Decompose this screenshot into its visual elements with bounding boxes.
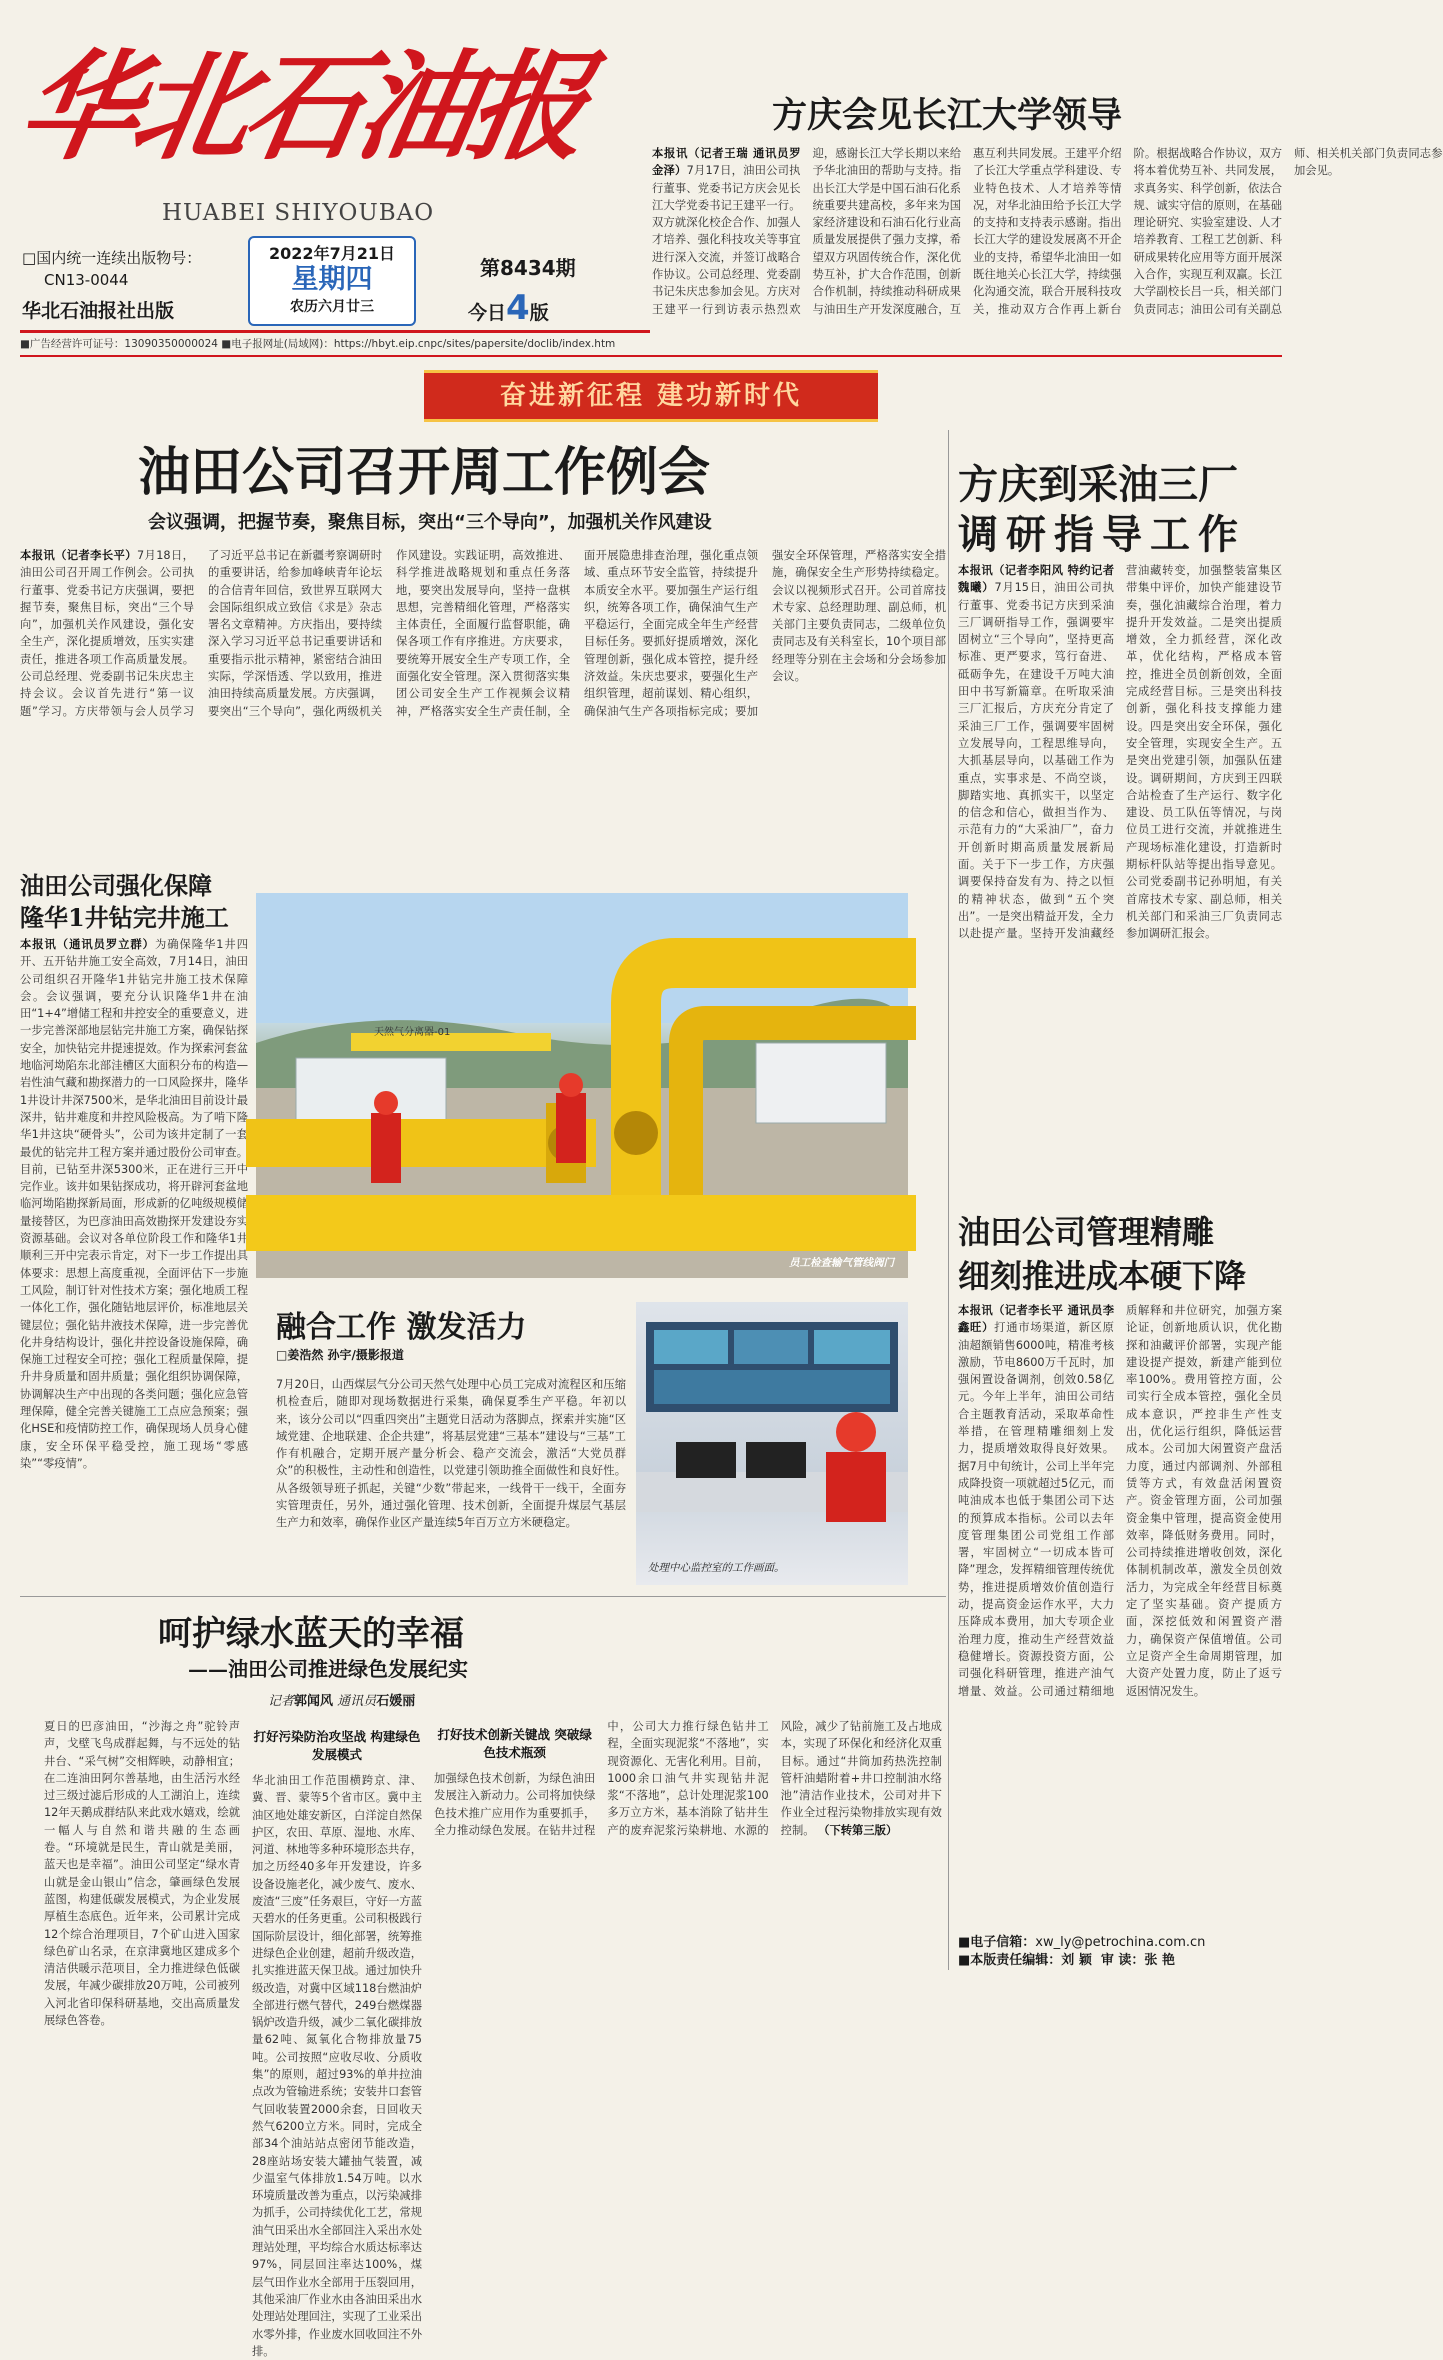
ch3-story-body: [958, 562, 1282, 1202]
green-byline-name2: 石媛丽: [376, 1694, 416, 1709]
issn-box: [22, 247, 247, 291]
column-rule: [948, 430, 949, 1970]
fusion-story-body: 7月20日，山西煤层气分公司天然气处理中心员工完成对流程区和压缩机检查后，随即对现场数据进行采集，确保夏季生产平稳。年初以来，该分公司以“四重四突出”主题党日活动为落脚点，探索并实施“区域党建、企地联建、企企共建”，将基层党建“三基本”建设与“三基”工作有机融合，定期开展产量分析会、稳产交流会，激活“大党员群众”的积极性，主动性和创造性，以党建引领助推全面做性和良好性。从各级领导班子抓起，关键“少数”带起来，一线骨干一线干，全面夯实管理责任，另外，通过强化管理、技术创新，全面提升煤层气基层生产力和效率，确保作业区产量连续5年百万立方米硬稳定。: [276, 1378, 626, 1530]
drill-headline-line2: 隆华1井钻完井施工: [20, 903, 229, 932]
green-body-2: 华北油田工作范围横跨京、津、冀、晋、蒙等5个省市区。冀中主油区地处雄安新区，白洋淀自然保护区，农田、草原、湿地、水库、河道、林地等多种环境形态共存，加之历经40多年开发建设，许多设备设施老化，减少废气、废水、废渣“三废”任务艰巨，守好一方蓝天碧水的任务更重。公司积极践行国际阶层设计，细化部署，统筹推进绿色企业创建，超前升级改造，扎实推进蓝天保卫战。通过加快升级改造，对冀中区域118台燃油炉全部进行燃气替代，249台燃煤器锅炉改造升级，减少二氧化碳排放量62吨、氮氧化合物排放量75吨。公司按照“应收尽收、分质收集”的原则，超过93%的单井拉油点改为管输进系统；安装井口套管气回收装置2000余套，日回收天然气6200立方米。同时，完成全部34个油站站点密闭节能改造，28座站场安装大罐抽气装置，减少温室气体排放1.54万吨。以水环境质量改善为重点，以污染减排为抓手，公司持续优化工艺，常规油气田采出水全部回注入采出水处理站处理，平均综合水质达标率达97%，同层回注率达100%，煤层气田作业水全部用于压裂回用，其他采油厂作业水由各油田采出水处理站处理回注，实现了工业采出水零外排，作业废水回收回注不外排。: [252, 1774, 422, 2358]
main-byline: 本报讯（记者李长平）: [20, 549, 137, 562]
url-bar: ■广告经营许可证号：13090350000024 ■电子报网址(局域网)：https://hbyt.eip.cnpc/sites/papersite/doclib/index.htm: [20, 338, 616, 350]
green-body-1: 夏日的巴彦油田，“沙海之舟”驼铃声声，戈壁飞鸟成群起舞，与不远处的钻井台、“采气树”交相辉映，动静相宜；在二连油田阿尔善基地，由生活污水经过三级过滤后形成的人工湖泊上，连续12年天鹅成群结队来此戏水嬉戏，绘就一幅人与自然和谐共融的生态画卷。“环境就是民生，青山就是美丽，蓝天也是幸福”。油田公司坚定“绿水青山就是金山银山”信念，肇画绿色发展蓝图，构建低碳发展模式，为企业发展厚植生态底色。近年来，公司累计完成12个综合治理项目，7个矿山进入国家绿色矿山名录，在京津冀地区建成多个清洁供暖示范项目，全力推进绿色低碳发展，年减少碳排放20万吨，公司被列入河北省印保科研基地，交出高质量发展绿色答卷。: [44, 1720, 240, 2028]
section-rule: [20, 1596, 946, 1597]
green-byline-role1: 记者: [268, 1694, 295, 1709]
mgmt-story-text: 打通市场渠道，新区原油超额销售6000吨，精准考核激励，节电8600万千瓦时，加强闲置设备调剂，创效0.58亿元。今年上半年，油田公司结合主题教育活动，采取革命性举措，在管理精雕细刻上发力，提质增效取得良好效果。据7月中旬统计，公司上半年完成降投资一项就超过5亿元，而吨油成本也低于集团公司下达的预算成本指标。公司以去年度管理集团公司党组工作部署，牢固树立“一切成本皆可降”理念，发挥精细管理传统优势，推进提质增效价值创造行动，提高资金运作水平，大力压降成本费用，加大专项企业治理力度，推动生产经营效益稳健增长。资源投资方面，公司强化科研管理，推进产油气增量、效益。公司通过精细地质解释和井位研究，加强方案论证，创新地质认识，优化勘探和油藏评价部署，实现产能建设提产提效，新建产能到位率100%。费用管控方面，公司实行全成本管控，强化全员成本意识，严控非生产性支出，优化运行组织，降低运营成本。公司加大闲置资产盘活力度，通过内部调剂、外部租赁等方式，有效盘活闲置资产。资金管理方面，公司加强资金集中管理，提高资金使用效率，降低财务费用。同时，公司持续推进增收创效，深化体制机制改革，激发全员创效活力，为完成全年经营目标奠定了坚实基础。资产提质方面，深挖低效和闲置资产潜力，确保资产保值增值。公司立足资产全生命周期管理，加大资产处置力度，防止了返亏返困情况发生。: [958, 1304, 1282, 1698]
pages-prefix: 今日: [468, 302, 507, 324]
top-story-body: [652, 145, 1443, 327]
editor-label: ■本版责任编辑：: [958, 1953, 1062, 1968]
slogan-banner: 奋进新征程 建功新时代: [424, 370, 878, 422]
green-body-cols: [434, 1718, 942, 1970]
fusion-reporters: □姜浩然 孙宇/摄影报道: [276, 1348, 404, 1362]
drill-byline: 本报讯（通讯员罗立群）: [20, 938, 155, 951]
top-story-text: 7月17日，油田公司执行董事、党委书记方庆会见长江大学党委书记王建平一行。双方就深化校企合作、加强人才培养、强化科技攻关等事宜进行深入交流，并签订战略合作协议。公司总经理、党委副书记朱庆忠参加会见。方庆对王建平一行到访表示热烈欢迎，感谢长江大学长期以来给予华北油田的帮助与支持。指出长江大学是中国石油石化系统重要共建高校，多年来为国家经济建设和石油石化行业高质量发展提供了强力支撑，希望双方巩固传统合作，深化优势互补，扩大合作范围，创新合作机制，持续推动科研成果与油田生产开发深度融合，互惠互利共同发展。王建平介绍了长江大学重点学科建设、专业特色技术、人才培养等情况，对华北油田给予长江大学的支持和支持表示感谢。指出长江大学的建设发展离不开企业的支持，希望华北油田一如既往地关心长江大学，持续强化沟通交流，联合开展科技攻关，推动双方合作再上新台阶。根据战略合作协议，双方将本着优势互补、共同发展，求真务实、科学创新，依法合规、诚实守信的原则，在基础理论研究、实验室建设、人才培养教育、工程工艺创新、科研成果转化应用等方面开展深入合作，实现互利双赢。长江大学副校长吕一兵，相关部门负责同志；油田公司有关副总师、相关机关部门负责同志参加会见。: [652, 147, 1443, 316]
top-story-headline: 方庆会见长江大学领导: [772, 95, 1123, 136]
drill-headline: [20, 870, 229, 934]
masthead-rule: [20, 330, 650, 333]
drill-headline-line1: 油田公司强化保障: [20, 871, 212, 900]
mgmt-headline-line1: 油田公司管理精雕: [958, 1213, 1215, 1251]
green-byline-role2: 通讯员: [337, 1694, 377, 1709]
publisher: 华北石油报社出版: [22, 300, 175, 322]
pipeline-illustration: [256, 893, 908, 1278]
main-story-body: [20, 547, 946, 865]
mgmt-headline: [958, 1210, 1246, 1298]
main-headline: 油田公司召开周工作例会: [138, 442, 711, 503]
pages-count: 4: [506, 288, 530, 328]
masthead-logo: [9, 37, 595, 226]
header-divider: [20, 355, 1282, 357]
pages-suffix: 版: [529, 302, 549, 324]
drill-story-text: 为确保隆华1井四开、五开钻井施工安全高效，7月14日，油田公司组织召开隆华1井钻完井施工技术保障会。会议强调，要充分认识隆华1井在油田“1+4”增储工程和井控安全的重要意义，进一步完善深部地层钻完井施工方案，确保钻探安全，加快钻完井提速提效。作为探索河套盆地临河坳陷东北部洼槽区大面积分布的构造—岩性油气藏和勘探潜力的一口风险探井，隆华1井设计井深7500米，是华北油田目前设计最深井，钻井难度和井控风险极高。为了啃下隆华1井这块“硬骨头”，公司为该井定制了一套最优的钻完井工程方案并通过股份公司审查。目前，已钻至井深5300米，正在进行三开中完作业。该井如果钻探成功，将开辟河套盆地临河坳陷勘探新局面，形成新的亿吨级规模储量接替区，为巴彦油田高效勘探开发建设夯实资源基础。会议对各单位阶段工作和隆华1井顺利三开中完表示肯定，对下一步工作提出具体要求：思想上高度重视，全面评估下一步施工风险，制订针对性技术方案；强化地质工程一体化工作，强化随钻地层评价，标准地层关键层位；强化钻井液技术保障，进一步完善优化井身结构设计，强化井控设备设施保障，确保施工过程安全可控；强化工程质量保障，提升井身质量和固井质量；强化组织协调保障，协调解决生产中出现的各类问题；强化应急管理保障，健全完善关键施工工点应急预案；强化HSE和疫情防控工作，确保现场人员身心健康，安全环保平稳受控，施工现场“零感染”“零疫情”。: [20, 938, 248, 1470]
ch3-story-text: 7月15日，油田公司执行董事、党委书记方庆到采油三厂调研指导工作，强调要牢固树立“三个导向”，坚持更高标准、更严要求，笃行奋进、砥砺争先，在建设千万吨大油田中书写新篇章。在听取采油三厂汇报后，方庆充分肯定了采油三厂工作，强调要牢固树立发展导向，工程思维导向，大抓基层导向，以基础工作为重点，实事求是、不尚空谈，脚踏实地、真抓实干，以坚定的信念和信心，做担当作为、示范有力的“大采油厂”，奋力开创新时期高质量发展新局面。关于下一步工作，方庆强调要保持奋发有为、持之以恒的精神状态，做到“五个突出”。一是突出精益开发，全力以赴提产量。坚持开发油藏经营油藏转变，加强整装富集区带集中评价，加快产能建设节奏，强化油藏综合治理，着力提升开发效益。二是突出提质增效，全力抓经营，深化改革，优化结构，严格成本管控，推进全员创新创效，全面完成经营目标。三是突出科技创新，强化科技支撑能力建设。四是突出安全环保，强化安全管理，实现安全生产。五是突出党建引领，加强队伍建设。调研期间，方庆到王四联合站检查了生产运行、数字化建设、员工队伍等情况，与岗位员工进行交流，并就推进生产现场标准化建设，打造新时期标杆队站等提出指导意见。公司党委副书记孙明旭，有关首席技术专家、副总师，相关机关部门和采油三厂负责同志参加调研汇报会。: [958, 564, 1282, 941]
editor-name: 刘 颖: [1061, 1953, 1092, 1968]
ch3-byline: 本报讯（记者李阳风 特约记者魏曦）: [958, 564, 1114, 595]
pipeline-photo: [256, 893, 908, 1278]
issue-number: 第8434期: [480, 256, 576, 280]
green-headline: 呵护绿水蓝天的幸福: [158, 1614, 464, 1654]
mgmt-byline: 本报讯（记者李长平 通讯员李鑫旺）: [958, 1304, 1114, 1335]
weekday: 星期四: [291, 264, 373, 295]
pages-today: [468, 288, 549, 328]
drill-story-body: [20, 936, 248, 1616]
ch3-headline: [958, 460, 1246, 560]
control-room-photo: [636, 1302, 908, 1585]
email-address[interactable]: xw_ly@petrochina.com.cn: [1035, 1935, 1206, 1950]
green-body-col2: [252, 1718, 422, 2358]
date: 2022年7月21日: [269, 244, 395, 263]
issn-label: 国内统一连续出版物号：: [36, 249, 202, 267]
mgmt-story-body: [958, 1302, 1282, 1912]
green-subhead-2: 打好技术创新关键战 突破绿色技术瓶颈: [437, 1727, 592, 1760]
main-subheadline: 会议强调，把握节奏，聚焦目标，突出“三个导向”，加强机关作风建设: [148, 512, 712, 533]
square-icon: □: [22, 249, 37, 267]
ch3-headline-line1: 方庆到采油三厂: [958, 461, 1238, 508]
email-label: ■电子信箱：: [958, 1935, 1036, 1950]
page-footer: [958, 1934, 1282, 1970]
green-continued: （下转第三版）: [818, 1823, 898, 1837]
green-byline-name1: 郭闻风: [294, 1694, 334, 1709]
lunar-date: 农历六月廿三: [290, 299, 374, 315]
mgmt-headline-line2: 细刻推进成本硬下降: [958, 1257, 1247, 1295]
control-room-caption: 处理中心监控室的工作画面。: [648, 1562, 785, 1574]
reviewer-label: 审 读：: [1100, 1953, 1145, 1968]
green-body-col1: [44, 1718, 240, 2028]
pipeline-photo-caption: 员工检查输气管线阀门: [789, 1257, 894, 1269]
date-box: [248, 236, 416, 326]
green-byline: [268, 1690, 415, 1709]
green-body-3: 加强绿色技术创新，为绿色油田发展注入新动力。公司将加快绿色技术推广应用作为重要抓手，全力推动绿色发展。在钻井过程中，公司大力推行绿色钻井工程，全面实现泥浆“不落地”，实现资源化、无害化利用。目前，1000余口油气井实现钻井泥浆“不落地”，总计处理泥浆100多万立方米，基本消除了钻井生产的废弃泥浆污染耕地、水源的风险，减少了钻前施工及占地成本，实现了环保化和经济化双重目标。通过“井筒加药热洗控制管杆油蜡附着+井口控制油水络池”清洁作业技术，公司对井下作业全过程污染物排放实现有效控制。: [434, 1720, 942, 1837]
control-room-illustration: [636, 1302, 908, 1585]
green-subhead-1: 打好污染防治攻坚战 构建绿色发展模式: [253, 1729, 421, 1762]
fusion-headline: 融合工作 激发活力: [276, 1310, 527, 1345]
masthead-title: 华北石油报: [9, 37, 595, 176]
top-story-byline: 本报讯（记者王瑞 通讯员罗金泽）: [652, 147, 801, 178]
masthead-pinyin: HUABEI SHIYOUBAO: [162, 200, 435, 226]
green-subheadline: ——油田公司推进绿色发展纪实: [188, 1657, 468, 1681]
ch3-headline-line2: 调研指导工作: [958, 511, 1246, 558]
main-story-text: 7月18日，油田公司召开周工作例会。公司执行董事、党委书记方庆强调，要把握节奏，聚焦目标，突出“三个导向”，加强机关作风建设，强化安全生产，深化提质增效，压实实建责任，推进各项工作高质量发展。公司总经理、党委副书记朱庆忠主持会议。会议首先进行“第一议题”学习。方庆带领与会人员学习了习近平总书记在新疆考察调研时的重要讲话，给参加峰峡青年论坛的合信青年回信，致世界互联网大会国际组织成立致信《求是》杂志署名文章精神。方庆指出，要持续深入学习习近平总书记重要讲话和重要指示批示精神，紧密结合油田实际，学深悟透、学以致用，推进油田持续高质量发展。方庆强调，要突出“三个导向”，强化两级机关作风建设。实践证明，高效推进、科学推进战略规划和重点任务落地，要突出发展导向，坚持一盘棋思想，完善精细化管理，严格落实主体责任，全面履行监督职能，确保各项工作有序推进。方庆要求，要统筹开展安全生产专项工作，全面强化安全管理。深入贯彻落实集团公司安全生产工作视频会议精神，严格落实安全生产责任制，全面开展隐患排查治理，强化重点领域、重点环节安全监管，持续提升本质安全水平。要加强生产运行组织，统筹各项工作，确保油气生产平稳运行，全面完成全年生产经营目标任务。要抓好提质增效，深化管理创新，强化成本管控，提升经济效益。朱庆忠要求，要强化生产组织管理，超前谋划、精心组织，确保油气生产各项指标完成；要加强安全环保管理，严格落实安全措施，确保安全生产形势持续稳定。会议以视频形式召开。公司首席技术专家、总经理助理、副总师，机关部门主要负责同志，二级单位负责同志及有关科室长，10个项目部经理等分别在主会场和分会场参加会议。: [20, 549, 946, 718]
issn-number: CN13-0044: [44, 271, 129, 289]
reviewer-name: 张 艳: [1144, 1953, 1175, 1968]
separator-sign: 天然气分离器-01: [374, 1027, 451, 1038]
